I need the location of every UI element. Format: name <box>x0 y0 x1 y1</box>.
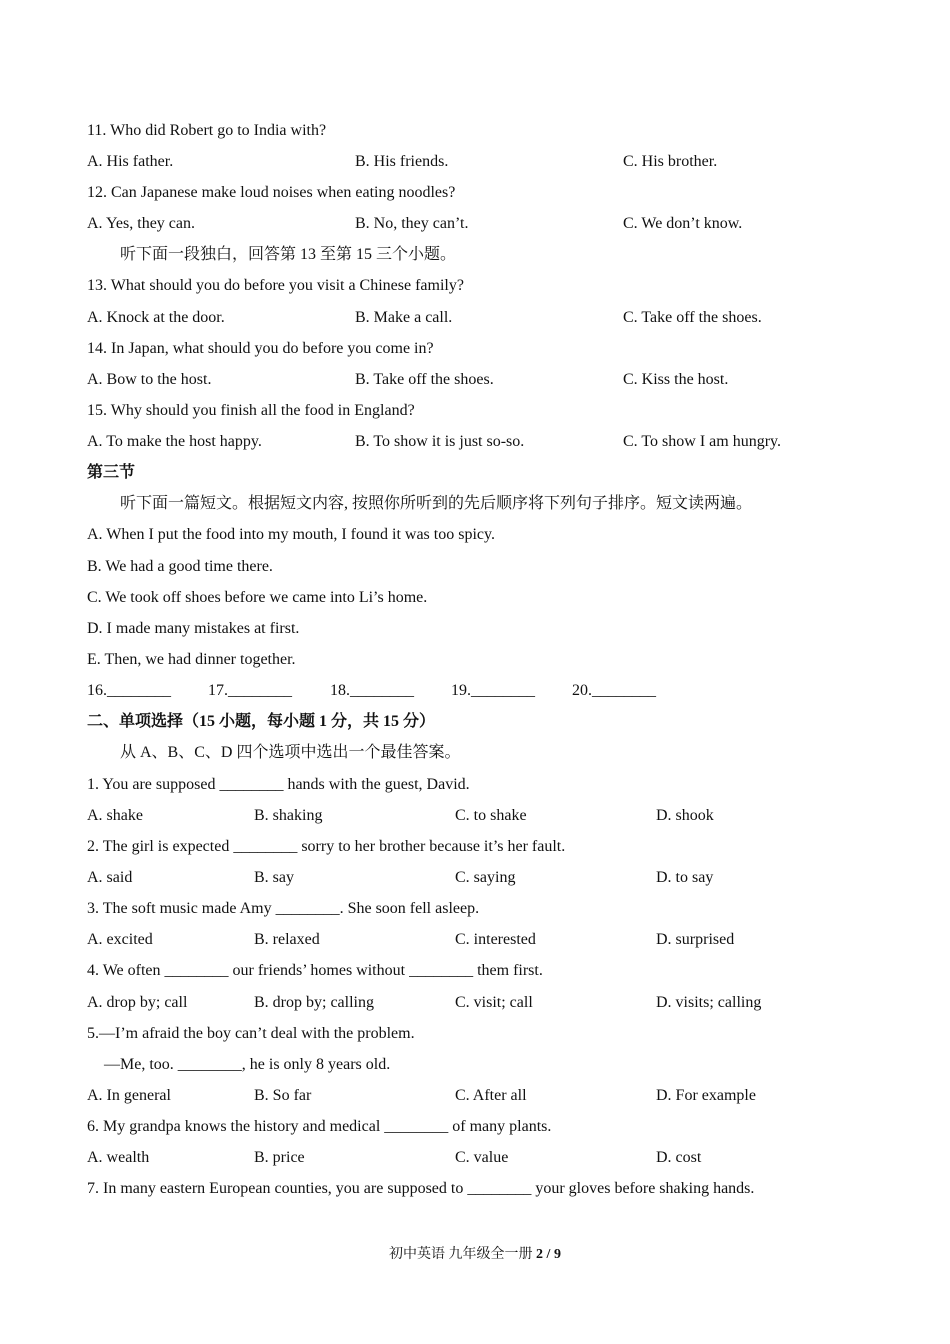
mc-question-6: 6. My grandpa knows the history and medical ________ of many plants. <box>87 1118 552 1135</box>
section-3-heading: 第三节 <box>87 464 136 481</box>
instruction-13-15: 听下面一段独白，回答第 13 至第 15 三个小题。 <box>120 246 457 263</box>
mc-question-2: 2. The girl is expected ________ sorry to her brother because it’s her fault. <box>87 838 566 855</box>
option-13-a: A. Knock at the door. <box>87 309 225 326</box>
option-13-b: B. Make a call. <box>355 309 453 326</box>
sentence-a: A. When I put the food into my mouth, I found it was too spicy. <box>87 526 495 543</box>
mc-option-2-d: D. to say <box>656 869 714 886</box>
option-15-c: C. To show I am hungry. <box>623 433 781 450</box>
answer-blank-19: 19.________ <box>451 682 535 699</box>
option-15-a: A. To make the host happy. <box>87 433 262 450</box>
sentence-d: D. I made many mistakes at first. <box>87 620 300 637</box>
mc-question-3: 3. The soft music made Amy ________. She soon fell asleep. <box>87 900 480 917</box>
mc-option-5-c: C. After all <box>455 1087 527 1104</box>
mc-option-4-d: D. visits; calling <box>656 994 762 1011</box>
question-12: 12. Can Japanese make loud noises when eating noodles? <box>87 184 456 201</box>
sentence-c: C. We took off shoes before we came into Li’s home. <box>87 589 428 606</box>
option-11-a: A. His father. <box>87 153 174 170</box>
page-number: 2 <box>536 1247 544 1262</box>
mc-option-6-b: B. price <box>254 1149 305 1166</box>
mc-option-4-c: C. visit; call <box>455 994 533 1011</box>
mc-option-2-c: C. saying <box>455 869 516 886</box>
mc-option-3-d: D. surprised <box>656 931 735 948</box>
option-14-a: A. Bow to the host. <box>87 371 212 388</box>
mc-question-4: 4. We often ________ our friends’ homes without ________ them first. <box>87 962 543 979</box>
answer-blank-17: 17.________ <box>208 682 292 699</box>
mc-option-2-a: A. said <box>87 869 133 886</box>
option-11-c: C. His brother. <box>623 153 718 170</box>
part-2-instruction: 从 A、B、C、D 四个选项中选出一个最佳答案。 <box>120 744 461 761</box>
mc-option-5-d: D. For example <box>656 1087 756 1104</box>
option-14-c: C. Kiss the host. <box>623 371 729 388</box>
section-3-instruction: 听下面一篇短文。根据短文内容, 按照你所听到的先后顺序将下列句子排序。短文读两遍。 <box>120 495 753 512</box>
mc-option-3-c: C. interested <box>455 931 536 948</box>
option-12-c: C. We don’t know. <box>623 215 743 232</box>
mc-question-7: 7. In many eastern European counties, you are supposed to ________ your gloves before shaking hands. <box>87 1180 755 1197</box>
question-13: 13. What should you do before you visit a Chinese family? <box>87 277 464 294</box>
page-separator: / <box>543 1247 554 1262</box>
mc-option-4-a: A. drop by; call <box>87 994 188 1011</box>
mc-question-1: 1. You are supposed ________ hands with the guest, David. <box>87 776 470 793</box>
footer-title: 初中英语 九年级全一册 <box>389 1247 537 1262</box>
sentence-e: E. Then, we had dinner together. <box>87 651 296 668</box>
page-footer <box>0 1246 950 1264</box>
answer-blank-20: 20.________ <box>572 682 656 699</box>
answer-blank-18: 18.________ <box>330 682 414 699</box>
mc-option-3-b: B. relaxed <box>254 931 320 948</box>
question-15: 15. Why should you finish all the food in England? <box>87 402 415 419</box>
part-2-heading: 二、单项选择（15 小题，每小题 1 分，共 15 分） <box>87 713 436 730</box>
answer-blank-16: 16.________ <box>87 682 171 699</box>
mc-option-2-b: B. say <box>254 869 294 886</box>
mc-option-1-a: A. shake <box>87 807 143 824</box>
mc-option-1-d: D. shook <box>656 807 714 824</box>
option-11-b: B. His friends. <box>355 153 449 170</box>
page-total: 9 <box>553 1247 561 1262</box>
mc-option-3-a: A. excited <box>87 931 153 948</box>
mc-option-1-c: C. to shake <box>455 807 527 824</box>
mc-option-5-a: A. In general <box>87 1087 171 1104</box>
question-11: 11. Who did Robert go to India with? <box>87 122 327 139</box>
mc-option-6-a: A. wealth <box>87 1149 150 1166</box>
mc-option-4-b: B. drop by; calling <box>254 994 374 1011</box>
option-14-b: B. Take off the shoes. <box>355 371 494 388</box>
option-13-c: C. Take off the shoes. <box>623 309 762 326</box>
mc-option-6-d: D. cost <box>656 1149 702 1166</box>
option-12-b: B. No, they can’t. <box>355 215 469 232</box>
question-14: 14. In Japan, what should you do before you come in? <box>87 340 434 357</box>
option-15-b: B. To show it is just so-so. <box>355 433 525 450</box>
mc-option-1-b: B. shaking <box>254 807 323 824</box>
mc-question-5-reply: —Me, too. ________, he is only 8 years old. <box>104 1056 391 1073</box>
mc-option-6-c: C. value <box>455 1149 509 1166</box>
sentence-b: B. We had a good time there. <box>87 558 273 575</box>
option-12-a: A. Yes, they can. <box>87 215 195 232</box>
mc-option-5-b: B. So far <box>254 1087 312 1104</box>
mc-question-5: 5.—I’m afraid the boy can’t deal with the problem. <box>87 1025 415 1042</box>
